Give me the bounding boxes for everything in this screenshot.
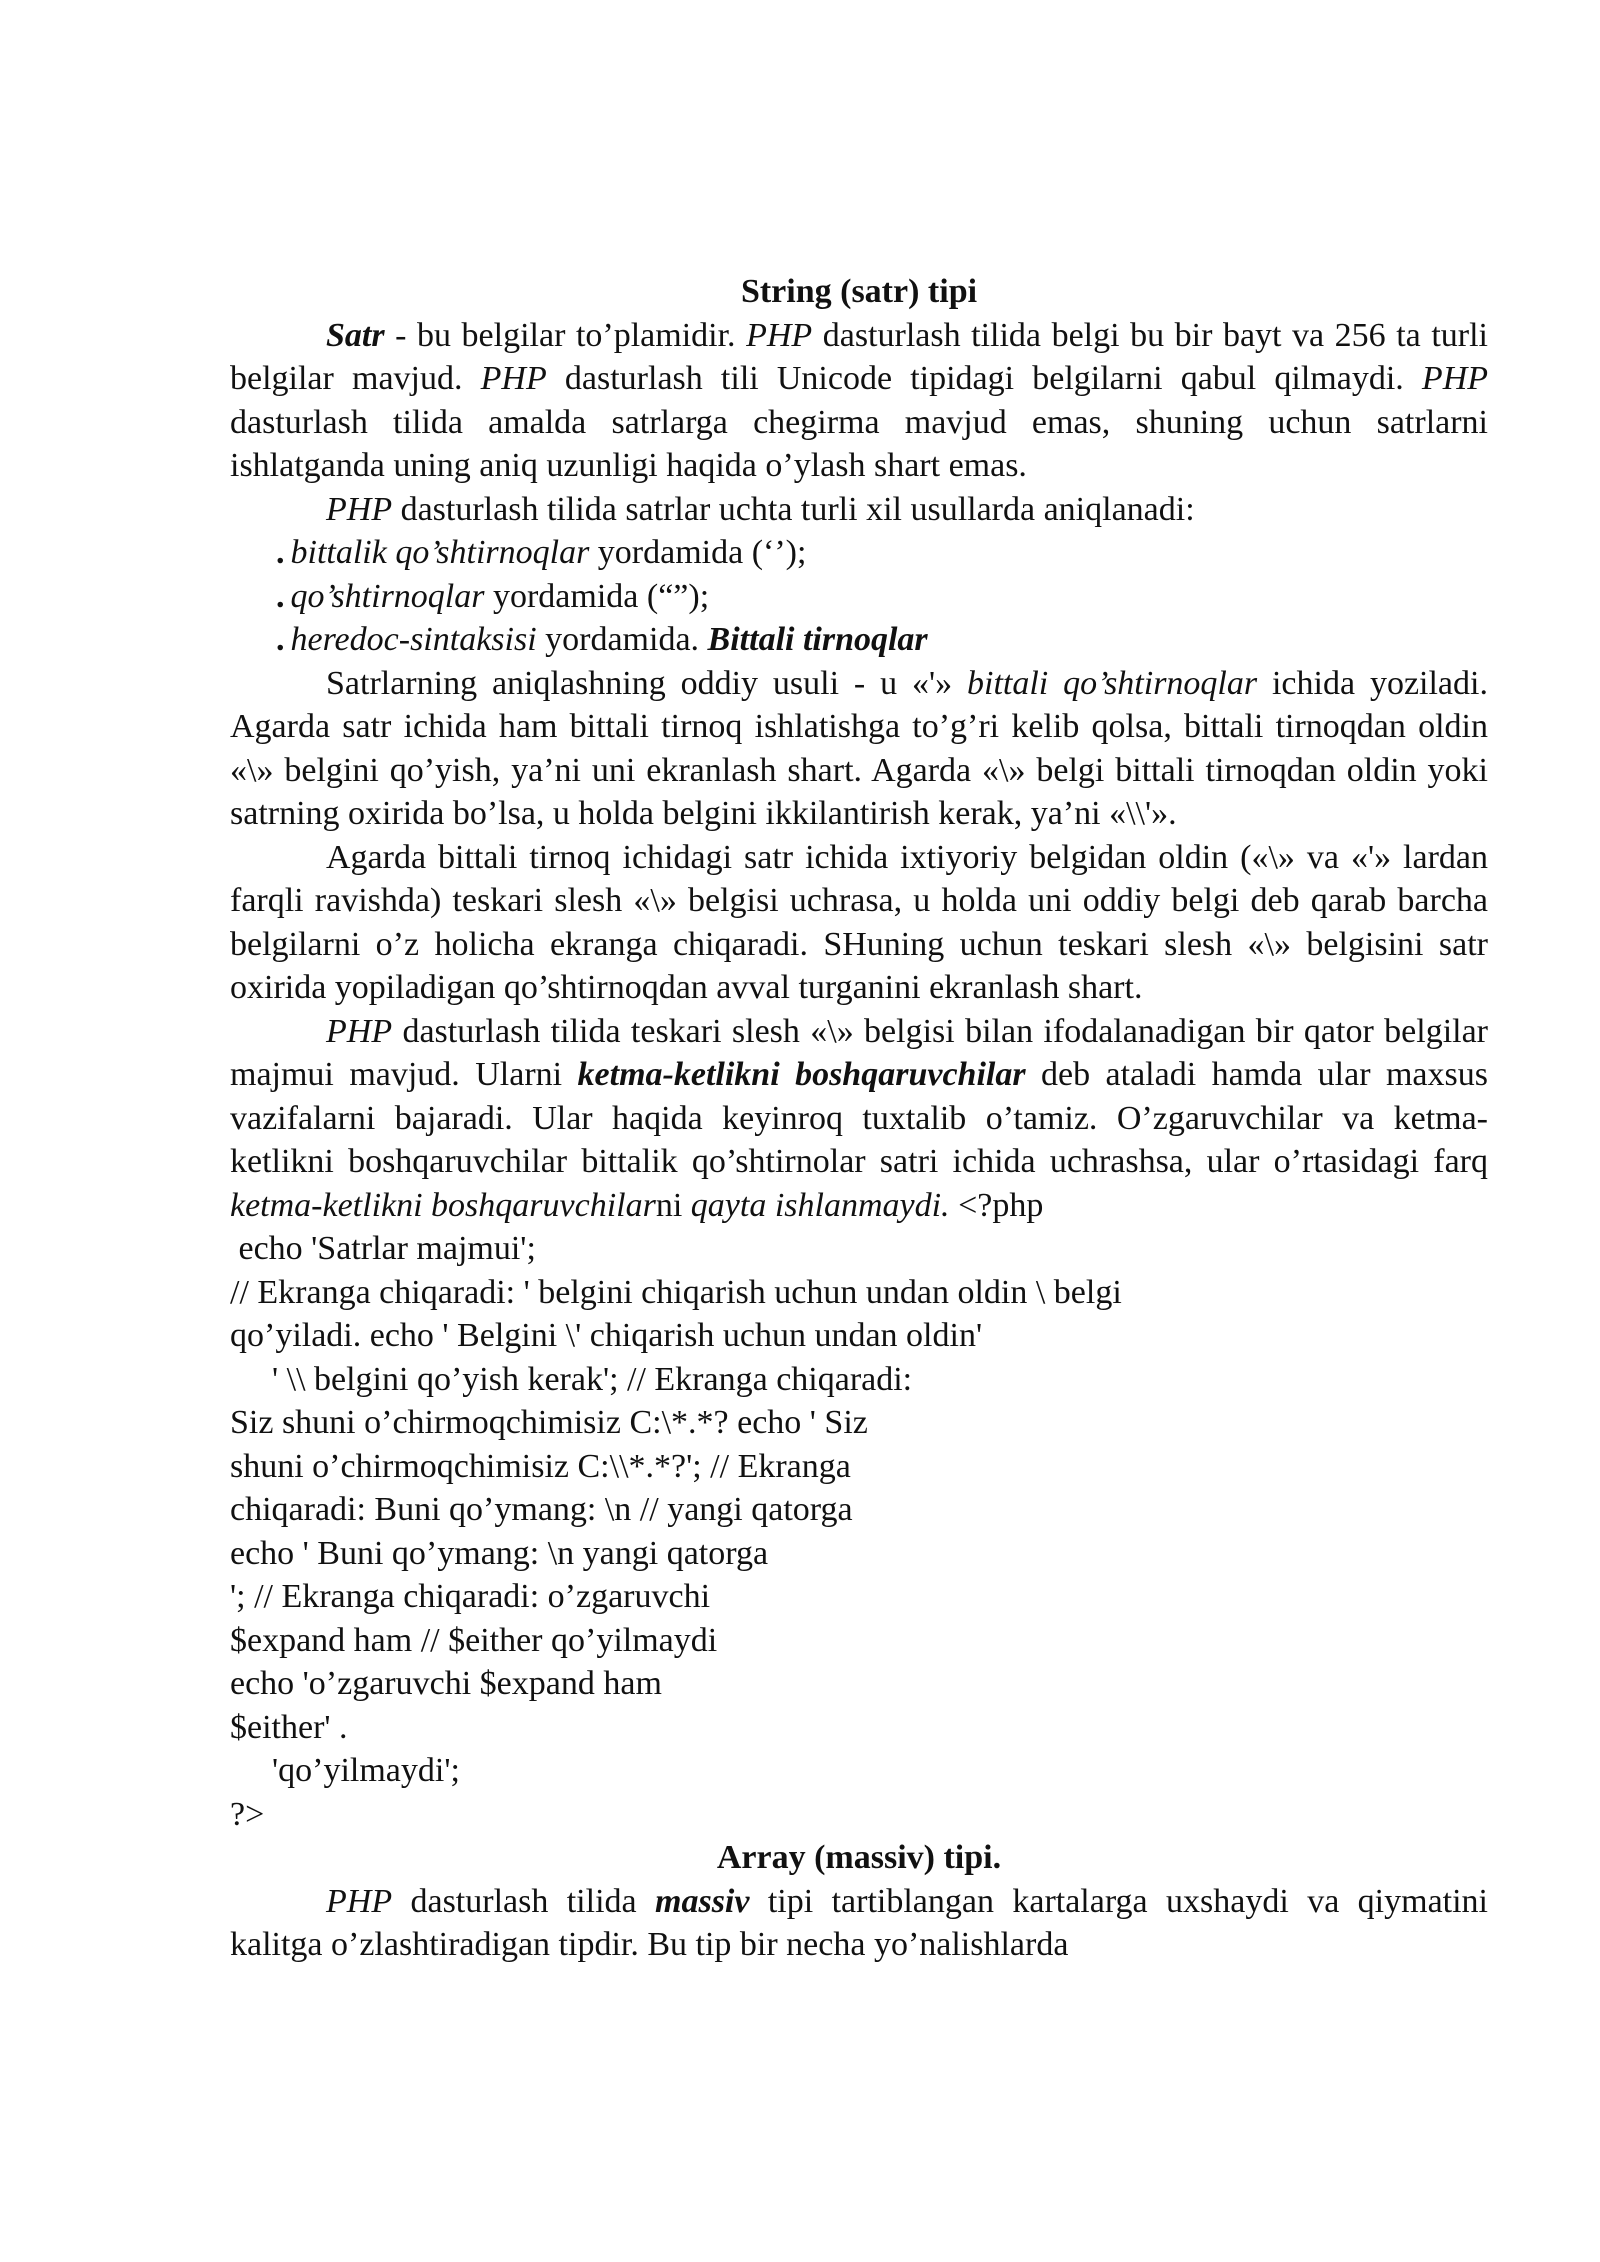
- php-term: PHP: [746, 316, 813, 354]
- php-term: PHP: [326, 1882, 393, 1920]
- code-line: // Ekranga chiqaradi: ' belgini chiqarish uchun undan oldin \ belgi: [230, 1273, 1122, 1311]
- text-run: ichida yoziladi. Agarda satr ichida ham bittali tirnoq ishlatishga to’g’ri kelib qolsa, bittali tirnoqdan oldin «\» belgini qo’yish, ya’ni uni ekranlash shart. Agarda «\» belgi bittali tirnoqdan oldin yoki satrning oxirida bo’lsa, u holda belgini ikkilantirish kerak, ya’ni «\\'».: [230, 664, 1488, 832]
- term-satr: Satr: [326, 316, 385, 354]
- paragraph-single-quotes: [230, 662, 1488, 836]
- text-run: dasturlash tilida amalda satrlarga chegirma mavjud emas, shuning uchun satrlarni ishlatganda uning aniq uzunligi haqida o’ylash shart emas.: [230, 403, 1488, 484]
- paragraph-escape-sequences: [230, 1010, 1488, 1228]
- paragraph-backslash: Agarda bittali tirnoq ichidagi satr ichida ixtiyoriy belgidan oldin («\» va «'» lardan farqli ravishda) teskari slesh «\» belgisi uchrasa, u holda uni oddiy belgi deb qarab barcha belgilarni o’z holicha ekranga chiqaradi. SHuning uchun teskari slesh «\» belgisini satr oxirida yopiladigan qo’shtirnoqdan avval turganini ekranlash shart.: [230, 838, 1488, 1006]
- bold-italic-term: ketma-ketlikni boshqaruvchilar: [577, 1056, 1026, 1093]
- section-title-string: String (satr) tipi: [740, 273, 978, 310]
- php-term: PHP: [326, 1012, 393, 1050]
- code-line: $either' .: [230, 1708, 348, 1746]
- italic-term: bittali qo’shtirnoqlar: [967, 664, 1258, 702]
- section-title-array: Array (massiv) tipi.: [716, 1839, 1002, 1876]
- text-run: yordamida (‘’);: [589, 534, 807, 571]
- text-run: yordamida.: [536, 621, 708, 658]
- text-run: yordamida (“”);: [484, 577, 710, 615]
- code-line: 'qo’yilmaydi';: [272, 1752, 460, 1789]
- text-run: deb ataladi hamda ular maxsus vazifalarni bajaradi. Ular haqida keyinroq tuxtalib o’tamiz. O’zgaruvchilar va ketma-ketlikni boshqaruvchilar bittalik qo’shtirnolar satri ichida uchrashsa, ular o’rtasidagi farq: [230, 1056, 1488, 1180]
- text-run: Satrlarning aniqlashning oddiy usuli - u «'»: [326, 664, 968, 702]
- code-line: qo’yiladi. echo ' Belgini \' chiqarish uchun undan oldin': [230, 1317, 983, 1354]
- document-page: [230, 270, 1488, 1967]
- text-run: dasturlash tilida teskari slesh «\» belgisi bilan ifodalanadigan bir qator belgilar majmui mavjud. Ularni: [230, 1012, 1488, 1093]
- bullet-dot: .: [276, 577, 285, 615]
- italic-term: bittalik qo’shtirnoqlar: [290, 534, 590, 571]
- italic-term: ketma-ketlikni boshqaruvchilar: [230, 1186, 656, 1224]
- php-term: PHP: [480, 360, 547, 397]
- code-line: echo 'Satrlar majmui';: [230, 1230, 536, 1267]
- list-item: [230, 618, 1488, 662]
- php-term: PHP: [1421, 360, 1489, 397]
- paragraph-array-definition: [230, 1880, 1488, 1967]
- text-run: - bu belgilar to’plamidir.: [384, 316, 747, 354]
- text-run: ni: [655, 1186, 691, 1224]
- italic-term: qo’shtirnoqlar: [290, 577, 485, 615]
- text-run: dasturlash tili Unicode tipidagi belgilarni qabul qilmaydi.: [546, 360, 1422, 397]
- text-run: dasturlash tilida satrlar uchta turli xil usullarda aniqlanadi:: [392, 490, 1195, 528]
- bullet-dot: .: [276, 534, 285, 571]
- code-line: echo ' Buni qo’ymang: \n yangi qatorga: [230, 1534, 769, 1572]
- code-line: ?>: [230, 1795, 265, 1833]
- code-line: shuni o’chirmoqchimisiz C:\\*.*?'; // Ekranga: [230, 1447, 851, 1485]
- code-line: ' \\ belgini qo’yish kerak'; // Ekranga chiqaradi:: [272, 1360, 913, 1398]
- text-run: dasturlash tilida: [392, 1882, 656, 1920]
- paragraph-definition-methods: [230, 488, 1488, 532]
- italic-term: qayta ishlanmaydi.: [690, 1186, 950, 1224]
- text-run: tipi tartiblangan kartalarga uxshaydi va qiymatini kalitga o’zlashtiradigan tipdir. Bu tip bir necha yo’nalishlarda: [230, 1882, 1488, 1963]
- paragraph-satr-definition: [230, 314, 1488, 488]
- code-example: [230, 1227, 1488, 1836]
- list-item: [230, 531, 1488, 575]
- bullet-dot: .: [276, 621, 285, 658]
- php-term: PHP: [326, 490, 393, 528]
- code-line: '; // Ekranga chiqaradi: o’zgaruvchi: [230, 1578, 711, 1615]
- code-line: echo 'o’zgaruvchi $expand ham: [230, 1665, 662, 1702]
- list-item: [230, 575, 1488, 619]
- code-line: Siz shuni o’chirmoqchimisiz C:\*.*? echo ' Siz: [230, 1404, 868, 1441]
- bold-italic-term: massiv: [655, 1882, 750, 1920]
- text-run: dasturlash tilida belgi bu bir bayt va 256 ta turli belgilar mavjud.: [230, 316, 1488, 397]
- code-line: chiqaradi: Buni qo’ymang: \n // yangi qatorga: [230, 1491, 853, 1528]
- text-run: <?php: [949, 1186, 1044, 1224]
- subheading-bittali-tirnoqlar: Bittali tirnoqlar: [707, 621, 928, 658]
- code-line: $expand ham // $either qo’yilmaydi: [230, 1621, 718, 1659]
- italic-term: heredoc-sintaksisi: [290, 621, 537, 658]
